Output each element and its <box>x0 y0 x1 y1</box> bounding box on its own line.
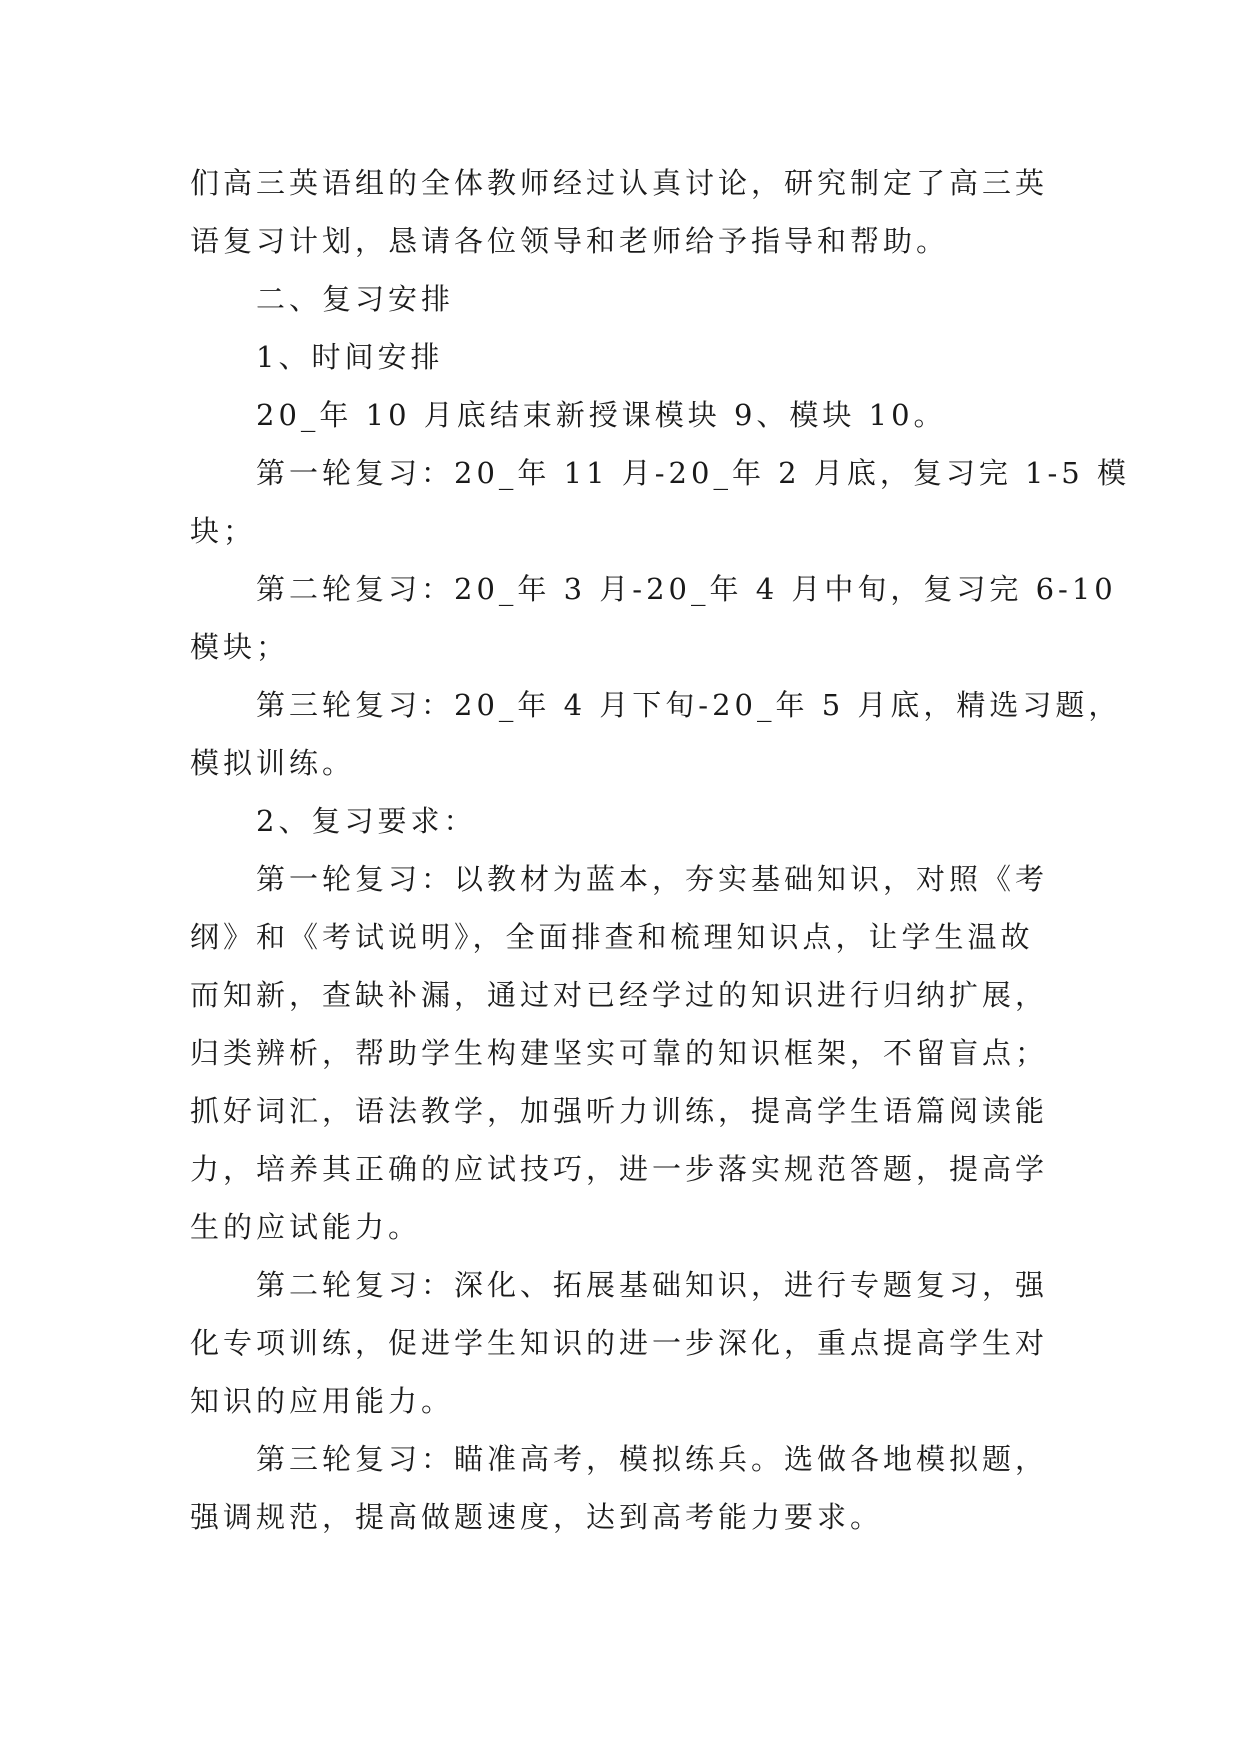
text-line: 第二轮复习：20_年 3 月-20_年 4 月中旬，复习完 6-10 <box>256 572 1117 606</box>
text-line: 模拟训练。 <box>190 746 356 780</box>
subheading-time-arrangement <box>190 328 1091 386</box>
subheading-review-requirements <box>190 792 1091 850</box>
paragraph-second-round-time <box>190 560 1117 676</box>
text-line: 生的应试能力。 <box>190 1210 422 1244</box>
paragraph-first-round-time <box>190 444 1130 560</box>
text-line: 归类辨析，帮助学生构建坚实可靠的知识框架，不留盲点； <box>190 1036 1049 1070</box>
text-line: 化专项训练，促进学生知识的进一步深化，重点提高学生对 <box>190 1326 1049 1360</box>
text-line: 力，培养其正确的应试技巧，进一步落实规范答题，提高学 <box>190 1152 1049 1186</box>
section-heading-review-arrangement <box>190 270 1091 328</box>
text-line: 而知新，查缺补漏，通过对已经学过的知识进行归纳扩展， <box>190 978 1049 1012</box>
paragraph-intro-continuation <box>190 154 1091 270</box>
text-line: 模块； <box>190 630 290 664</box>
paragraph-second-round-requirements <box>190 1256 1091 1430</box>
text-line: 纲》和《考试说明》，全面排查和梳理知识点，让学生温故 <box>190 920 1034 954</box>
text-line: 们高三英语组的全体教师经过认真讨论，研究制定了高三英 <box>190 166 1049 200</box>
paragraph-new-lessons-end <box>190 386 1091 444</box>
paragraph-first-round-requirements <box>190 850 1091 1256</box>
text-line: 第二轮复习：深化、拓展基础知识，进行专题复习，强 <box>256 1268 1049 1302</box>
text-line: 20_年 10 月底结束新授课模块 9、模块 10。 <box>256 398 947 432</box>
text-line: 块； <box>190 514 257 548</box>
text-line: 知识的应用能力。 <box>190 1384 455 1418</box>
text-line: 第一轮复习：以教材为蓝本，夯实基础知识，对照《考 <box>256 862 1049 896</box>
text-line: 第三轮复习：瞄准高考，模拟练兵。选做各地模拟题， <box>256 1442 1049 1476</box>
text-line: 抓好词汇，语法教学，加强听力训练，提高学生语篇阅读能 <box>190 1094 1049 1128</box>
text-line: 强调规范，提高做题速度，达到高考能力要求。 <box>190 1500 884 1534</box>
paragraph-third-round-requirements <box>190 1430 1091 1546</box>
text-line: 第三轮复习：20_年 4 月下旬-20_年 5 月底，精选习题， <box>256 688 1122 722</box>
heading-line: 1、时间安排 <box>256 340 444 374</box>
heading-line: 2、复习要求： <box>256 804 477 838</box>
paragraph-third-round-time <box>190 676 1122 792</box>
text-line: 第一轮复习：20_年 11 月-20_年 2 月底，复习完 1-5 模 <box>256 456 1130 490</box>
heading-line: 二、复习安排 <box>256 282 455 316</box>
text-line: 语复习计划，恳请各位领导和老师给予指导和帮助。 <box>190 224 950 258</box>
